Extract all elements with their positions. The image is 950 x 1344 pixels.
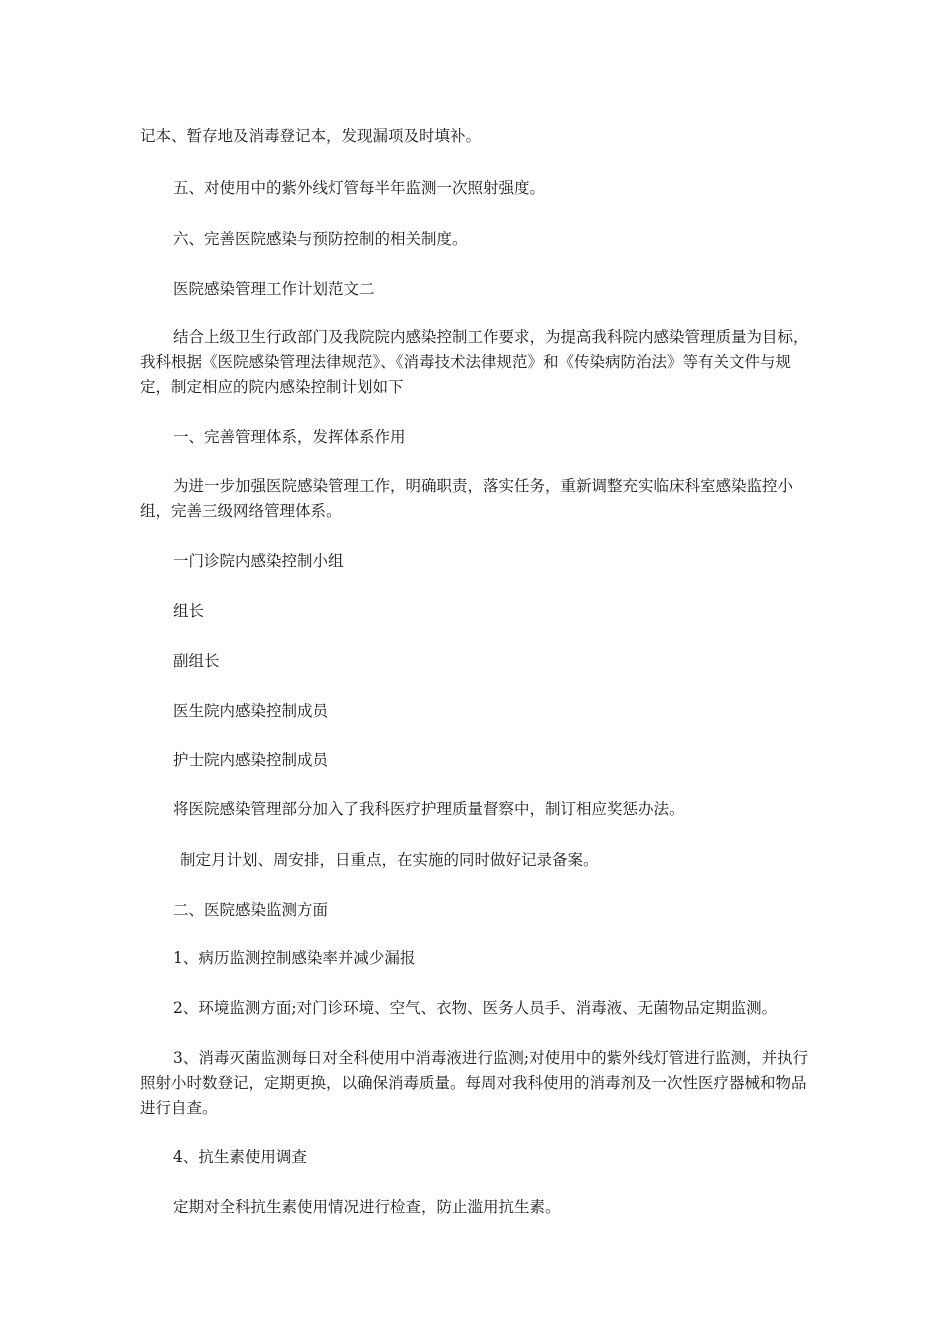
paragraph-item-5: 五、对使用中的紫外线灯管每半年监测一次照射强度。 bbox=[173, 179, 546, 197]
section-title: 医院感染管理工作计划范文二 bbox=[173, 280, 375, 298]
paragraph-deputy: 副组长 bbox=[173, 652, 220, 670]
heading-two: 二、医院感染监测方面 bbox=[173, 901, 329, 919]
paragraph-leader: 组长 bbox=[173, 602, 205, 620]
paragraph-plan: 制定月计划、周安排，日重点，在实施的同时做好记录备案。 bbox=[180, 851, 599, 869]
list-item-4: 4、抗生素使用调查 bbox=[173, 1148, 307, 1166]
paragraph-intro: 结合上级卫生行政部门及我院院内感染控制工作要求，为提高我科院内感染管理质量为目标，我科根据《医院感染管理法律规范》、《消毒技术法律规范》和《传染病防治法》等有关文件与规定，制定相应的院内感染控制计划如下 bbox=[140, 328, 809, 396]
paragraph-doctors: 医生院内感染控制成员 bbox=[173, 702, 329, 720]
list-item-1: 1、病历监测控制感染率并减少漏报 bbox=[173, 949, 416, 967]
paragraph-continuation: 记本、暂存地及消毒登记本，发现漏项及时填补。 bbox=[140, 127, 482, 145]
paragraph-group: 一门诊院内感染控制小组 bbox=[173, 552, 344, 570]
paragraph-system: 为进一步加强医院感染管理工作，明确职责，落实任务，重新调整充实临床科室感染监控小组，完善三级网络管理体系。 bbox=[140, 477, 794, 520]
list-item-2: 2、环境监测方面;对门诊环境、空气、衣物、医务人员手、消毒液、无菌物品定期监测。 bbox=[173, 999, 778, 1017]
paragraph-quality: 将医院感染管理部分加入了我科医疗护理质量督察中，制订相应奖惩办法。 bbox=[173, 800, 685, 818]
heading-one: 一、完善管理体系，发挥体系作用 bbox=[173, 428, 406, 446]
paragraph-nurses: 护士院内感染控制成员 bbox=[173, 751, 329, 769]
paragraph-item-6: 六、完善医院感染与预防控制的相关制度。 bbox=[173, 230, 468, 248]
paragraph-antibiotics: 定期对全科抗生素使用情况进行检查，防止滥用抗生素。 bbox=[173, 1198, 561, 1216]
list-item-3: 3、消毒灭菌监测每日对全科使用中消毒液进行监测;对使用中的紫外线灯管进行监测，并执行照射小时数登记，定期更换，以确保消毒质量。每周对我科使用的消毒剂及一次性医疗器械和物品进行自查。 bbox=[140, 1049, 809, 1117]
